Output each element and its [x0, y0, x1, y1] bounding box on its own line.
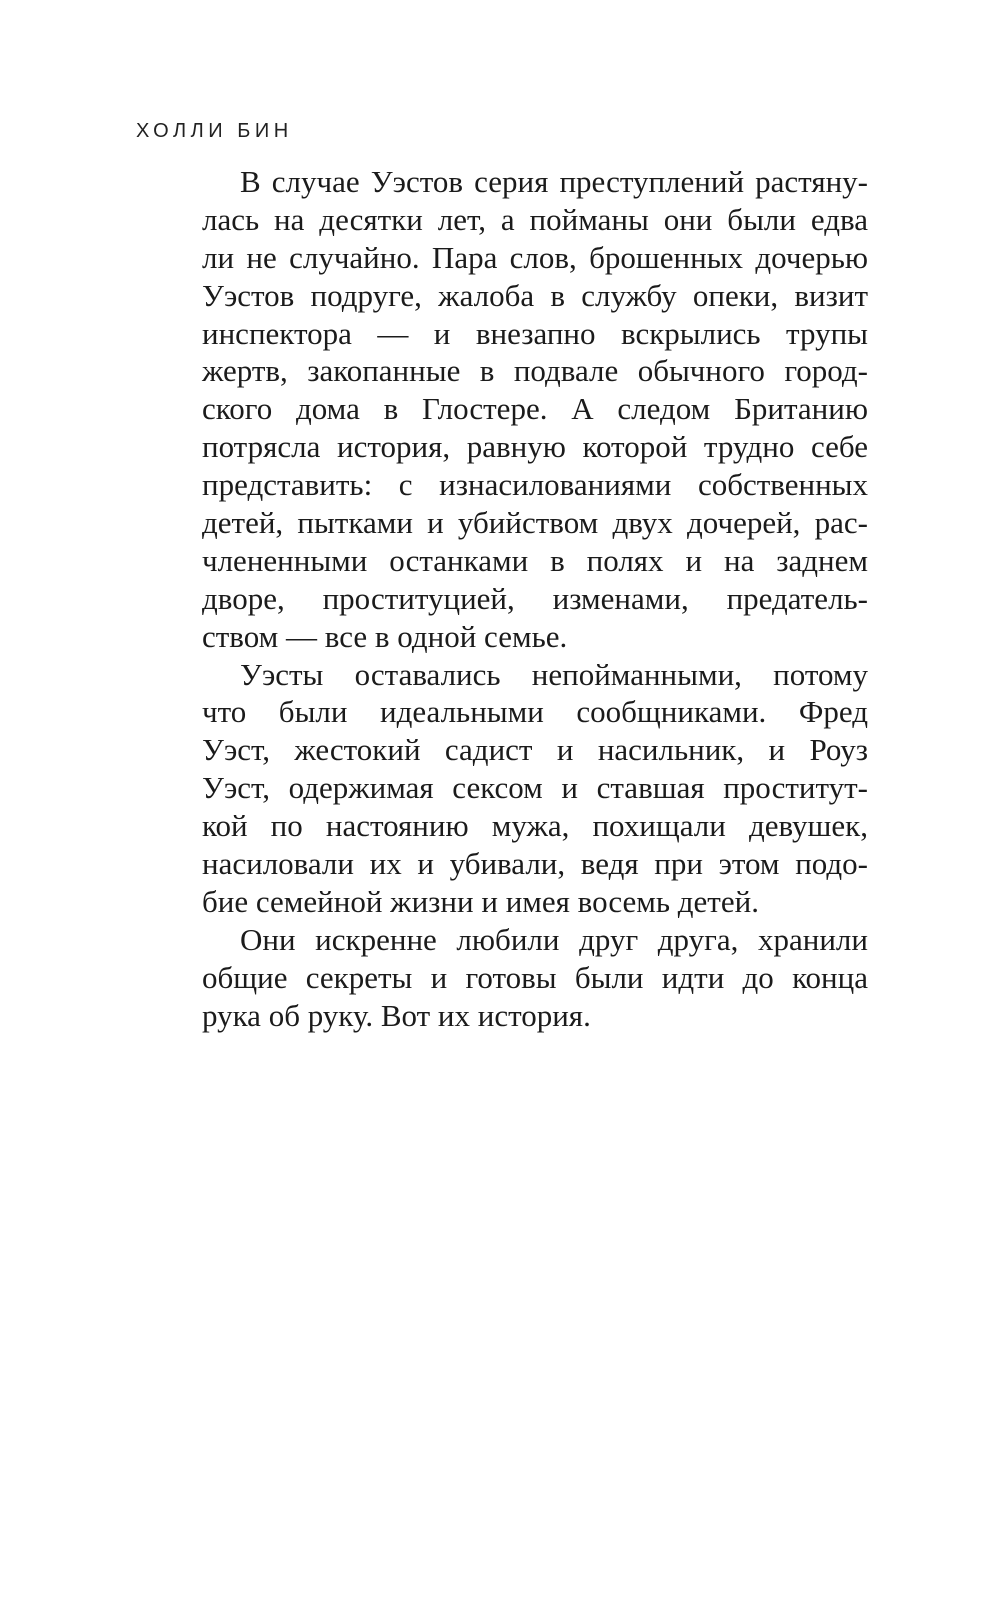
- text-line: общие секреты и готовы были идти до конца: [202, 959, 868, 995]
- paragraph-2: [202, 656, 868, 921]
- text-line: жертв, закопанные в подвале обычного город-: [202, 353, 868, 389]
- text-line: ством — все в одной семье.: [202, 618, 568, 654]
- text-line: насиловали их и убивали, ведя при этом подо-: [202, 846, 868, 882]
- text-line: детей, пытками и убийством двух дочерей, рас-: [202, 505, 868, 541]
- paragraph-3: [202, 921, 868, 1035]
- text-line: В случае Уэстов серия преступлений растяну-: [240, 164, 868, 199]
- text-line: Уэст, жестокий садист и насильник, и Роуз: [202, 732, 868, 768]
- text-line: Уэстов подруге, жалоба в службу опеки, визит: [202, 277, 868, 313]
- body-text: [202, 163, 868, 1034]
- text-line: бие семейной жизни и имея восемь детей.: [202, 883, 759, 919]
- text-line: инспектора — и внезапно вскрылись трупы: [202, 315, 868, 351]
- text-line: потрясла история, равную которой трудно себе: [202, 429, 868, 465]
- text-line: члененными останками в полях и на заднем: [202, 542, 868, 578]
- text-line: Уэсты оставались непойманными, потому: [240, 656, 868, 692]
- text-line: Они искренне любили друг друга, хранили: [240, 921, 868, 957]
- running-head-author: ХОЛЛИ БИН: [136, 120, 293, 142]
- text-line: рука об руку. Вот их история.: [202, 997, 591, 1033]
- text-line: Уэст, одержимая сексом и ставшая проститут-: [202, 770, 868, 806]
- text-line: кой по настоянию мужа, похищали девушек,: [202, 808, 868, 844]
- text-line: ли не случайно. Пара слов, брошенных дочерью: [202, 239, 868, 275]
- text-line: дворе, проституцией, изменами, предатель-: [202, 580, 868, 616]
- paragraph-1: [202, 163, 868, 656]
- text-line: что были идеальными сообщниками. Фред: [202, 694, 868, 730]
- text-line: ского дома в Глостере. А следом Британию: [202, 391, 868, 427]
- text-line: лась на десятки лет, а пойманы они были едва: [202, 201, 868, 237]
- text-line: представить: с изнасилованиями собственных: [202, 467, 868, 503]
